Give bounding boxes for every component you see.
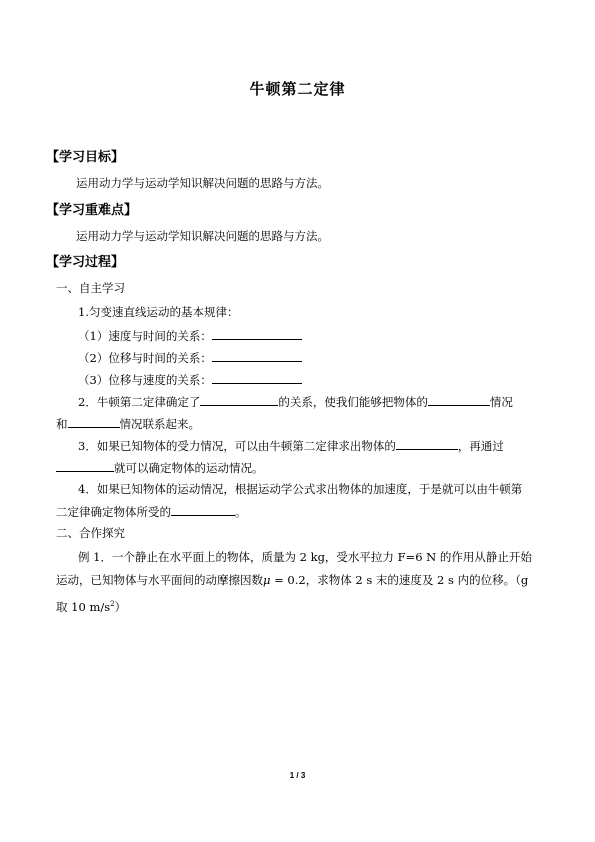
example-line-3 <box>56 597 126 614</box>
self-study-item-4-cont <box>56 504 247 519</box>
self-study-item-3 <box>78 438 504 453</box>
heading-key-points: 【学习重难点】 <box>46 203 138 218</box>
sub-2-label: （2）位移与时间的关系： <box>78 351 212 365</box>
section-cooperative: 二、合作探究 <box>56 526 125 540</box>
self-study-item-2-cont <box>56 416 200 431</box>
self-study-sub-1 <box>78 328 302 343</box>
self-study-item-1: 1.匀变速直线运动的基本规律： <box>78 305 239 319</box>
key-points-text: 运用动力学与运动学知识解决问题的思路与方法。 <box>76 229 329 243</box>
self-study-sub-2 <box>78 350 302 365</box>
heading-objective: 【学习目标】 <box>46 150 125 165</box>
answer-blank[interactable] <box>171 504 235 516</box>
answer-blank[interactable] <box>68 416 120 428</box>
item-3-text: 3．如果已知物体的受力情况，可以由牛顿第二定律求出物体的 <box>78 439 396 453</box>
item-3-text: ，再通过 <box>457 439 504 453</box>
self-study-item-3-cont <box>56 460 264 475</box>
item-2-text: 2．牛顿第二定律确定了 <box>78 395 201 409</box>
answer-blank[interactable] <box>212 350 302 362</box>
section-self-study: 一、自主学习 <box>56 281 125 295</box>
superscript: 2 <box>110 600 115 608</box>
example-text: 运动，已知物体与水平面间的动摩擦因数 <box>56 573 263 587</box>
page-title: 牛顿第二定律 <box>249 80 346 98</box>
answer-blank[interactable] <box>212 372 302 384</box>
example-text: ） <box>114 599 127 614</box>
example-text: 取 10 m/s <box>56 599 111 614</box>
answer-blank[interactable] <box>212 328 302 340</box>
answer-blank[interactable] <box>396 438 458 450</box>
self-study-item-2 <box>78 394 513 409</box>
example-line-2 <box>56 573 528 587</box>
example-line-1: 例 1．一个静止在水平面上的物体，质量为 2 kg，受水平拉力 F=6 N 的作用从静止开始 <box>78 550 532 564</box>
sub-1-label: （1）速度与时间的关系： <box>78 329 212 343</box>
mu-symbol: μ <box>263 573 271 587</box>
page-number: 1 / 3 <box>289 771 306 780</box>
item-4-text: 二定律确定物体所受的 <box>56 505 171 519</box>
objective-text: 运用动力学与运动学知识解决问题的思路与方法。 <box>76 176 329 190</box>
example-text: = 0.2，求物体 2 s 末的速度及 2 s 内的位移。（g <box>270 573 529 587</box>
item-4-text: 。 <box>235 505 247 519</box>
item-2-text: 的关系，使我们能够把物体的 <box>278 395 428 409</box>
self-study-sub-3 <box>78 372 302 387</box>
item-2-text: 情况 <box>489 395 513 409</box>
sub-3-label: （3）位移与速度的关系： <box>78 373 212 387</box>
item-2-text: 和 <box>56 417 68 431</box>
item-2-text: 情况联系起来。 <box>119 417 200 431</box>
item-3-text: 就可以确定物体的运动情况。 <box>114 461 264 475</box>
self-study-item-4: 4．如果已知物体的运动情况，根据运动学公式求出物体的加速度，于是就可以由牛顿第 <box>78 482 523 496</box>
answer-blank[interactable] <box>428 394 490 406</box>
answer-blank[interactable] <box>56 460 114 472</box>
heading-process: 【学习过程】 <box>46 255 125 270</box>
answer-blank[interactable] <box>200 394 278 406</box>
